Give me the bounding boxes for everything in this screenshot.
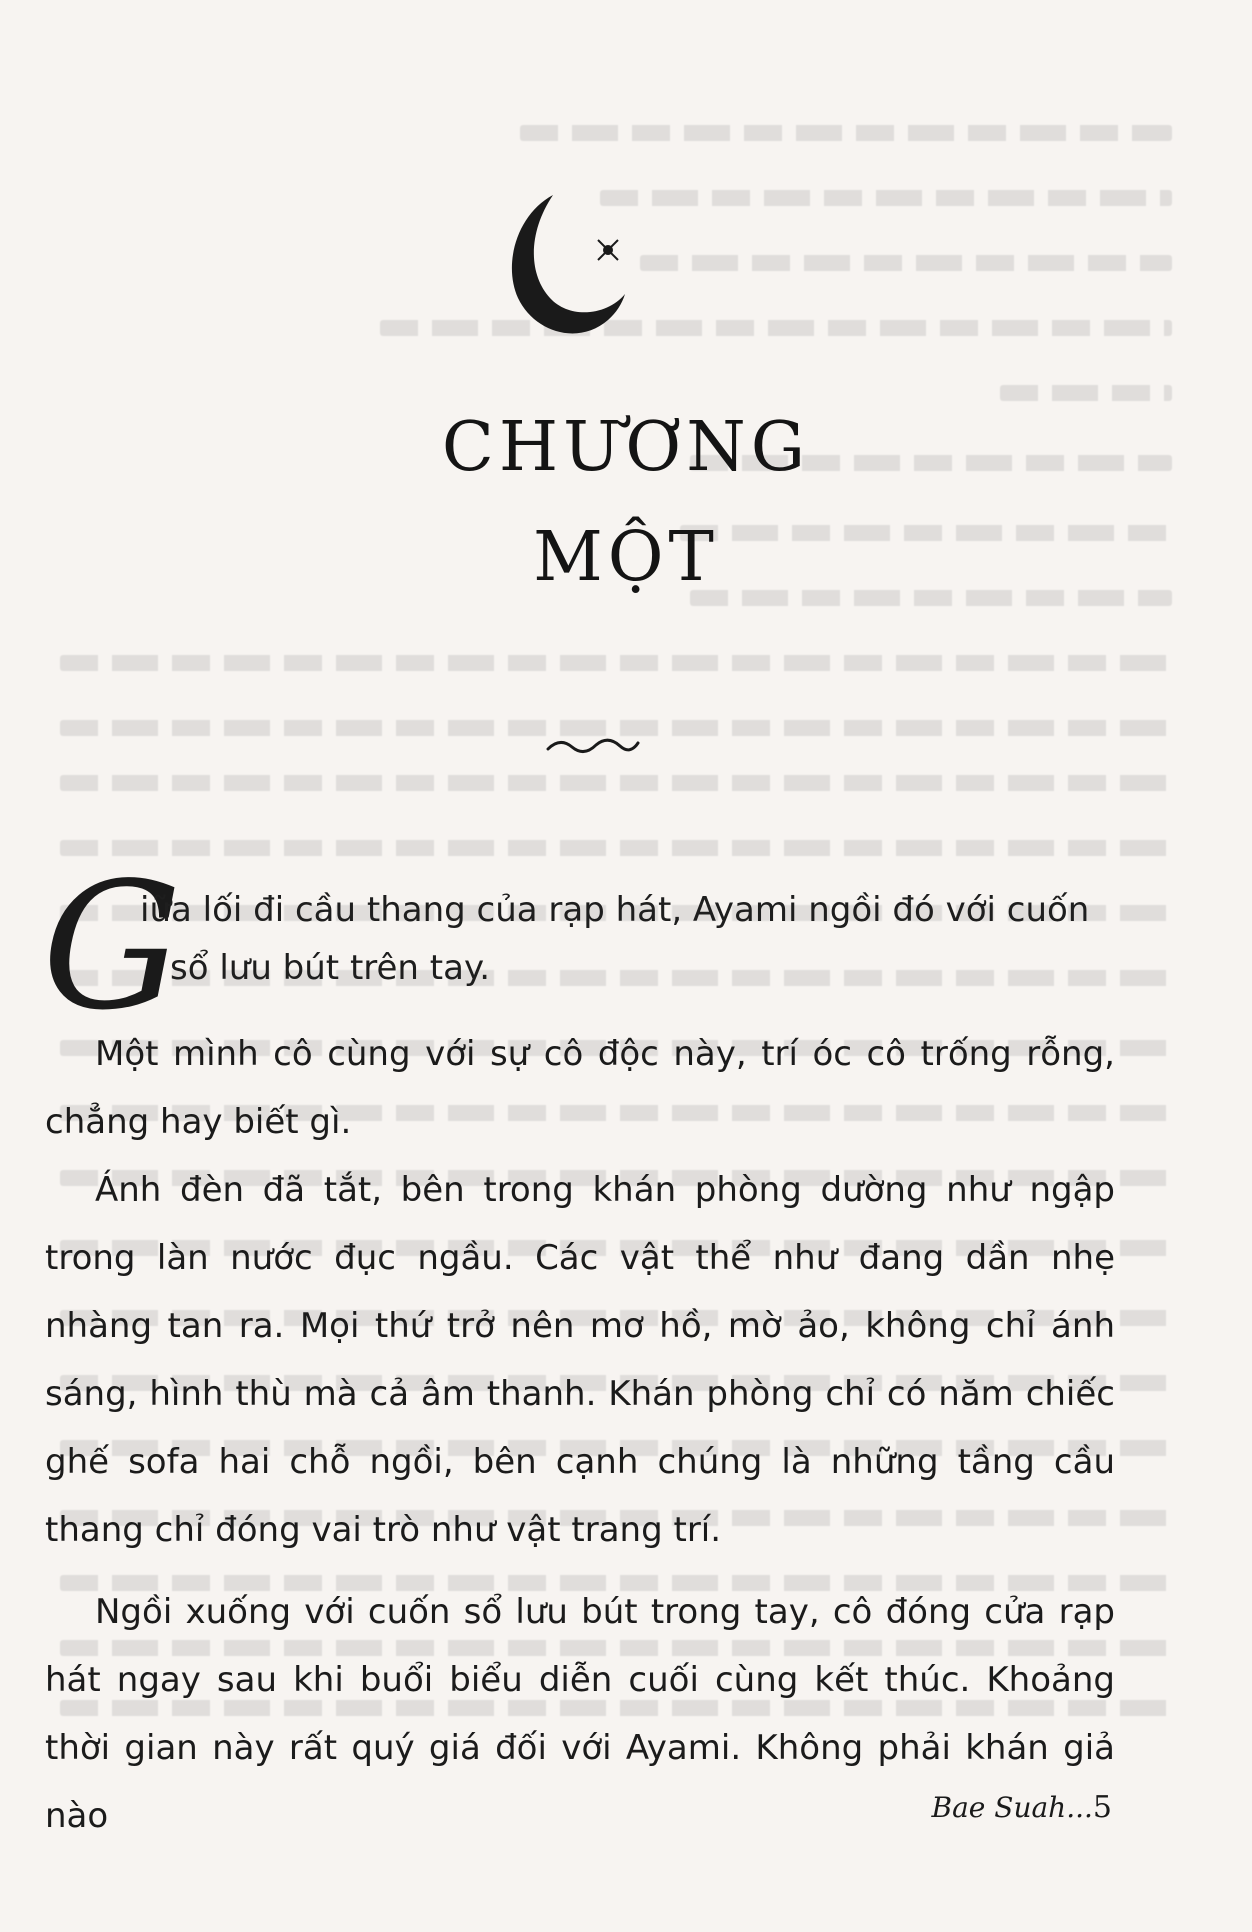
page-footer xyxy=(932,1790,1112,1825)
first-paragraph-line2: sổ lưu bút trên tay. xyxy=(170,948,491,988)
body-paragraph-1-text: Một mình cô cùng với sự cô độc này, trí óc cô trống rỗng, chẳng hay biết gì. xyxy=(45,1034,1115,1142)
body-paragraph-2-text: Ánh đèn đã tắt, bên trong khán phòng dường như ngập trong làn nước đục ngầu. Các vật thể như đang dần nhẹ nhàng tan ra. Mọi thứ trở nên mơ hồ, mờ ảo, không chỉ ánh sáng, hình thù mà cả âm thanh. Khán phòng chỉ có năm chiếc ghế sofa hai chỗ ngồi, bên cạnh chúng là những tầng cầu thang chỉ đóng vai trò như vật trang trí. xyxy=(45,1170,1115,1550)
page-number: 5 xyxy=(1092,1790,1112,1825)
chapter-title-line1: CHƯƠNG xyxy=(441,408,811,487)
body-paragraph-1 xyxy=(45,1020,1115,1156)
crescent-moon-icon xyxy=(498,180,630,350)
footer-author: Bae Suah... xyxy=(931,1791,1093,1824)
chapter-title-line2: MỘT xyxy=(533,518,719,597)
drop-cap-letter: G xyxy=(42,846,182,1049)
first-paragraph-line1: iữa lối đi cầu thang của rạp hát, Ayami ngồi đó với cuốn xyxy=(140,890,1090,930)
body-paragraph-3-text: Ngồi xuống với cuốn sổ lưu bút trong tay, cô đóng cửa rạp hát ngay sau khi buổi biểu diễn cuối cùng kết thúc. Khoảng thời gian này rất quý giá đối với Ayami. Không phải khán giả nào xyxy=(45,1592,1115,1836)
wave-divider-icon xyxy=(545,735,640,757)
body-paragraph-2 xyxy=(45,1156,1115,1564)
